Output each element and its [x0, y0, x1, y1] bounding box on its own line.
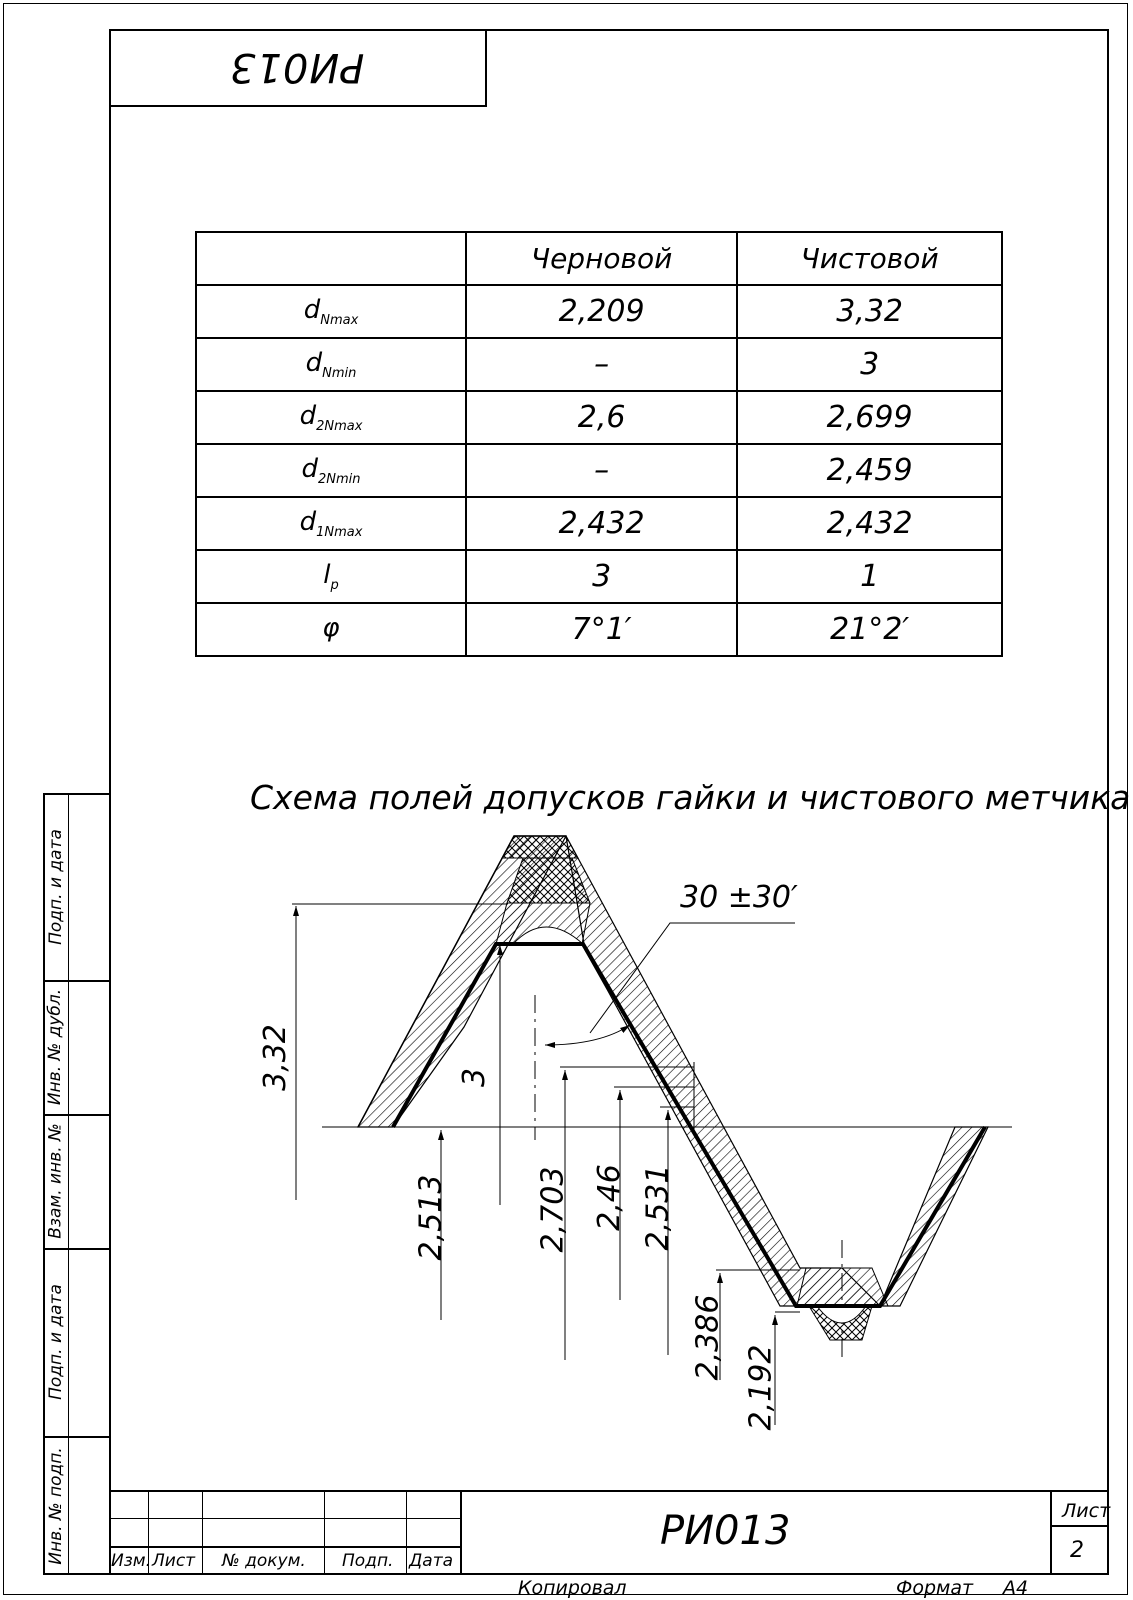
- param-label: $d_{Nmin}$: [196, 338, 466, 391]
- side-label-sign-date: Подп. и дата: [45, 828, 66, 945]
- title-block-vline: [1050, 1490, 1052, 1575]
- inverted-stamp-code: РИ013: [229, 44, 365, 90]
- title-block-vline: [460, 1490, 462, 1575]
- finish-value: 2,699: [737, 391, 1002, 444]
- dim-label-2-703: 2,703: [535, 1166, 571, 1253]
- finish-value: 3: [737, 338, 1002, 391]
- finish-value: 3,32: [737, 285, 1002, 338]
- rough-value: 3: [466, 550, 737, 603]
- side-label-dup-inv: Инв. № дубл.: [45, 988, 66, 1106]
- param-label: $d_{2Nmin}$: [196, 444, 466, 497]
- document-code: РИ013: [660, 1508, 791, 1554]
- title-block-vline: [406, 1490, 407, 1575]
- scheme-title: Схема полей допусков гайки и чистового метчика: [250, 778, 1131, 817]
- dim-label-2-46: 2,46: [591, 1164, 627, 1231]
- rough-value: 2,6: [466, 391, 737, 444]
- dim-label-2-192: 2,192: [743, 1344, 779, 1431]
- param-label: $d_{1Nmax}$: [196, 497, 466, 550]
- sheet-label: Лист: [1062, 1500, 1111, 1522]
- copied-label: Копировал: [518, 1577, 627, 1599]
- dim-label-3: 3: [457, 1067, 493, 1088]
- dim-label-3-32: 3,32: [257, 1024, 293, 1091]
- title-block-vline: [202, 1490, 203, 1575]
- dim-label-2-531: 2,531: [640, 1164, 676, 1251]
- rough-value: –: [466, 444, 737, 497]
- col-label-date: Дата: [409, 1551, 454, 1571]
- title-block-vline: [324, 1490, 325, 1575]
- rough-value: 7°1′: [466, 603, 737, 656]
- table-header-rough: Черновой: [466, 232, 737, 285]
- param-label: φ: [196, 603, 466, 656]
- title-block-hline: [1050, 1525, 1109, 1527]
- side-stamp-divider: [68, 793, 69, 1575]
- col-label-doc-number: № докум.: [222, 1551, 306, 1571]
- dim-label-2-386: 2,386: [690, 1294, 726, 1381]
- finish-value: 1: [737, 550, 1002, 603]
- format-label: Формат: [896, 1577, 974, 1599]
- title-block-hline: [109, 1518, 460, 1519]
- finish-value: 2,459: [737, 444, 1002, 497]
- rough-value: 2,209: [466, 285, 737, 338]
- sheet-number: 2: [1070, 1538, 1084, 1563]
- rough-value: –: [466, 338, 737, 391]
- col-label-change: Изм.: [111, 1551, 151, 1571]
- col-label-sheet: Лист: [152, 1551, 196, 1571]
- finish-value: 21°2′: [737, 603, 1002, 656]
- format-value: А4: [1003, 1577, 1029, 1599]
- title-block-hline: [109, 1546, 460, 1548]
- side-label-replace-inv: Взам. инв. №: [45, 1123, 66, 1239]
- col-label-sign: Подп.: [342, 1551, 394, 1571]
- param-label: $l_p$: [196, 550, 466, 603]
- rough-value: 2,432: [466, 497, 737, 550]
- side-label-orig-inv: Инв. № подп.: [45, 1446, 66, 1565]
- angle-dimension-label: 30 ±30′: [680, 880, 798, 915]
- side-label-sign-date-2: Подп. и дата: [45, 1284, 66, 1400]
- table-header-finish: Чистовой: [737, 232, 1002, 285]
- param-label: $d_{Nmax}$: [196, 285, 466, 338]
- finish-value: 2,432: [737, 497, 1002, 550]
- param-label: $d_{2Nmax}$: [196, 391, 466, 444]
- dim-label-2-513: 2,513: [413, 1174, 449, 1261]
